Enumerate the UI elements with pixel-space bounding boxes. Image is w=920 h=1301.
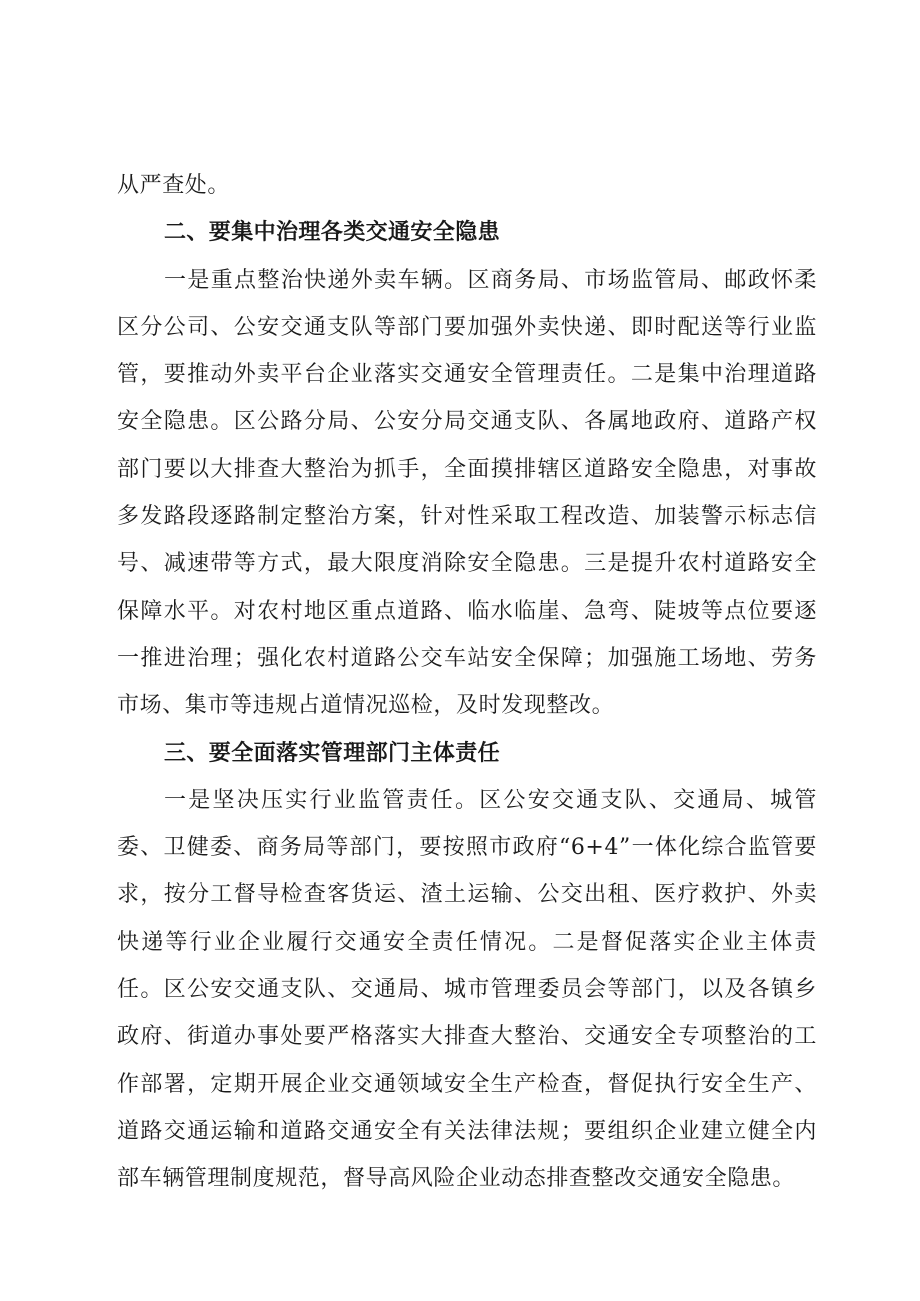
section-heading-3: 三、要全面落实管理部门主体责任 [164,740,501,766]
section-paragraph-2: 一是重点整治快递外卖车辆。区商务局、市场监管局、邮政怀柔区分公司、公安交通支队等部门要加强外卖快递、即时配送等行业监管，要推动外卖平台企业落实交通安全管理责任。二是集中治理道路安全隐患。区公路分局、公安分局交通支队、各属地政府、道路产权部门要以大排查大整治为抓手，全面摸排辖区道路安全隐患，对事故多发路段逐路制定整治方案，针对性采取工程改造、加装警示标志信号、减速带等方式，最大限度消除安全隐患。三是提升农村道路安全保障水平。对农村地区重点道路、临水临崖、急弯、陡坡等点位要逐一推进治理；强化农村道路公交车站安全保障；加强施工场地、劳务市场、集市等违规占道情况巡检，及时发现整改。 [117,267,817,719]
continuation-text: 从严查处。 [117,173,231,198]
document-body [117,162,817,1203]
section-heading-2: 二、要集中治理各类交通安全隐患 [164,220,501,246]
section-paragraph-3: 一是坚决压实行业监管责任。区公安交通支队、交通局、城管委、卫健委、商务局等部门，要按照市政府“6+4”一体化综合监管要求，按分工督导检查客货运、渣土运输、公交出租、医疗救护、外卖快递等行业企业履行交通安全责任情况。二是督促落实企业主体责任。区公安交通支队、交通局、城市管理委员会等部门，以及各镇乡政府、街道办事处要严格落实大排查大整治、交通安全专项整治的工作部署，定期开展企业交通领域安全生产检查，督促执行安全生产、道路交通运输和道路交通安全有关法律法规；要组织企业建立健全内部车辆管理制度规范，督导高风险企业动态排查整改交通安全隐患。 [117,787,817,1192]
